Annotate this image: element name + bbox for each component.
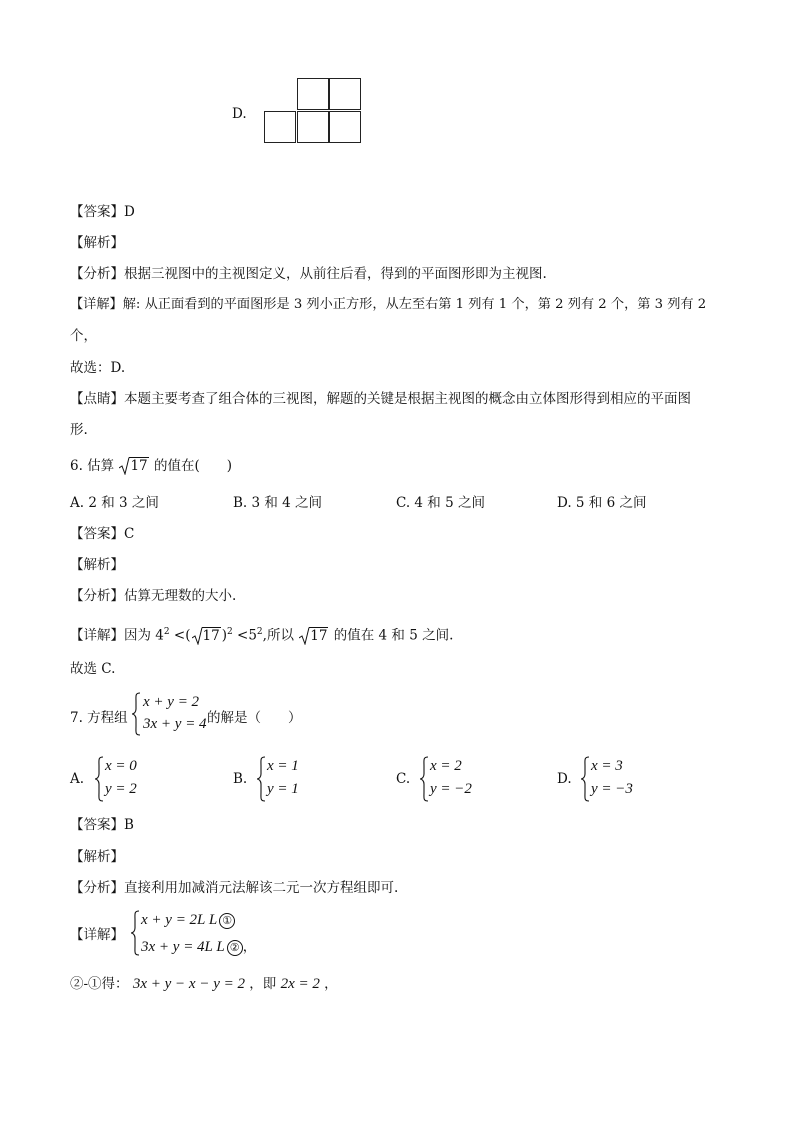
q7-xj-eq1 — [141, 912, 235, 929]
brace-icon — [419, 756, 429, 802]
grid-cell — [297, 111, 329, 143]
q7-equation-system — [131, 692, 211, 736]
q7-stem-suffix: 的解是（ ） — [207, 710, 302, 726]
q7-fenxi: 【分析】直接利用加减消元法解该二元一次方程组即可. — [70, 880, 399, 896]
brace-icon — [94, 756, 104, 802]
q7-option-a-l2: y = 2 — [105, 781, 137, 797]
radicand: 17 — [310, 627, 328, 644]
q6-xj-a: 4 — [155, 627, 164, 644]
q7-option-b-l2: y = 1 — [267, 781, 299, 797]
q5-option-d-label: D. — [232, 106, 247, 122]
q6-option-c: C. 4 和 5 之间 — [396, 495, 485, 511]
q7-option-b-l1: x = 1 — [267, 758, 299, 774]
q6-xj-lt2: ) — [221, 627, 227, 644]
q5-fenxi: 【分析】根据三视图中的主视图定义，从前往后看，得到的平面图形即为主视图. — [70, 266, 547, 282]
q6-xj-lt1: <( — [173, 627, 191, 644]
q5-xiangjie-line1: 【详解】解: 从正面看到的平面图形是 3 列小正方形，从左至右第 1 列有 1 个，第 2 列有 2 个，第 3 列有 2 — [70, 297, 707, 312]
q7-xj-label: 【详解】 — [70, 927, 124, 943]
q6-fenxi: 【分析】估算无理数的大小. — [70, 588, 237, 604]
q5-jiexi: 【解析】 — [70, 235, 124, 251]
brace-icon — [130, 910, 140, 956]
q7-eq1: x + y = 2 — [143, 694, 200, 710]
q7-xj-eq2 — [141, 935, 256, 956]
q6-guxuan: 故选 C. — [70, 661, 116, 677]
grid-cell — [297, 78, 329, 110]
q6-xj-lt3: <5 — [237, 627, 257, 644]
q6-stem-suffix: 的值在( ) — [153, 458, 232, 474]
q6-answer: 【答案】C — [70, 526, 135, 542]
q7-option-c-label: C. — [396, 771, 411, 787]
q7-last-eq: 3x + y − x − y = 2 — [132, 976, 245, 992]
q5-xiangjie-line2: 个， — [70, 328, 97, 344]
q7-option-a-system — [94, 756, 164, 802]
q7-xj-eq1-text: x + y = 2L L — [141, 912, 218, 928]
q6-xiangjie — [70, 623, 453, 645]
q5-dianjing-line2: 形. — [70, 422, 88, 438]
q6-xj-label: 【详解】因为 — [70, 627, 151, 644]
q7-option-d-l1: x = 3 — [591, 758, 623, 774]
q5-guxuan: 故选：D. — [70, 360, 126, 376]
brace-icon — [256, 756, 266, 802]
q7-last-eq2: 2x = 2 — [280, 976, 320, 992]
sqrt-17 — [119, 457, 148, 475]
exponent: 2 — [163, 627, 170, 637]
q6-xj-mid: ,所以 — [262, 627, 294, 644]
brace-icon — [131, 692, 141, 736]
radicand: 17 — [202, 627, 220, 644]
q7-option-d-l2: y = −3 — [591, 781, 633, 797]
q7-option-d-label: D. — [557, 771, 572, 787]
q7-option-b-system — [256, 756, 326, 802]
grid-cell — [264, 111, 296, 143]
q7-option-d-system — [580, 756, 660, 802]
q6-option-b: B. 3 和 4 之间 — [233, 495, 323, 511]
q7-jiexi: 【解析】 — [70, 849, 124, 865]
circled-1: ① — [219, 913, 235, 929]
q7-xj-eq2-text: 3x + y = 4L L — [141, 939, 225, 955]
q7-stem-prefix: 7. 方程组 — [70, 710, 128, 726]
sqrt-17 — [192, 627, 221, 645]
grid-cell — [329, 111, 361, 143]
q6-xj-post: 的值在 4 和 5 之间. — [333, 627, 454, 644]
q6-stem-prefix: 6. 估算 — [70, 458, 115, 474]
q7-option-c-l1: x = 2 — [430, 758, 462, 774]
circled-2: ② — [227, 940, 243, 956]
q5-answer: 【答案】D — [70, 204, 135, 220]
q7-last-line — [70, 975, 338, 993]
radicand: 17 — [130, 458, 148, 474]
exponent: 2 — [226, 627, 233, 637]
q7-option-c-l2: y = −2 — [430, 781, 472, 797]
q7-option-a-label: A. — [70, 771, 85, 787]
q7-option-b-label: B. — [233, 771, 248, 787]
q7-last-mid: ，即 — [249, 976, 277, 992]
grid-cell — [329, 78, 361, 110]
q7-option-a-l1: x = 0 — [105, 758, 137, 774]
q6-jiexi: 【解析】 — [70, 557, 124, 573]
q7-option-c-system — [419, 756, 499, 802]
q7-xj-comma: ， — [242, 939, 257, 955]
exponent: 2 — [256, 627, 263, 637]
q5-dianjing-line1: 【点睛】本题主要考查了组合体的三视图，解题的关键是根据主视图的概念由立体图形得到相应的平面图 — [70, 391, 691, 407]
q7-last-end: ， — [324, 976, 338, 992]
q6-option-d: D. 5 和 6 之间 — [557, 495, 647, 511]
q7-eq2: 3x + y = 4 — [143, 716, 207, 732]
front-view-figure — [264, 78, 364, 146]
q7-last-prefix: ②-①得： — [70, 976, 129, 992]
q6-option-a: A. 2 和 3 之间 — [70, 495, 159, 511]
q6-stem — [70, 457, 232, 475]
sqrt-17 — [299, 627, 328, 645]
q7-answer: 【答案】B — [70, 817, 134, 833]
q7-xj-system — [130, 910, 270, 956]
brace-icon — [580, 756, 590, 802]
